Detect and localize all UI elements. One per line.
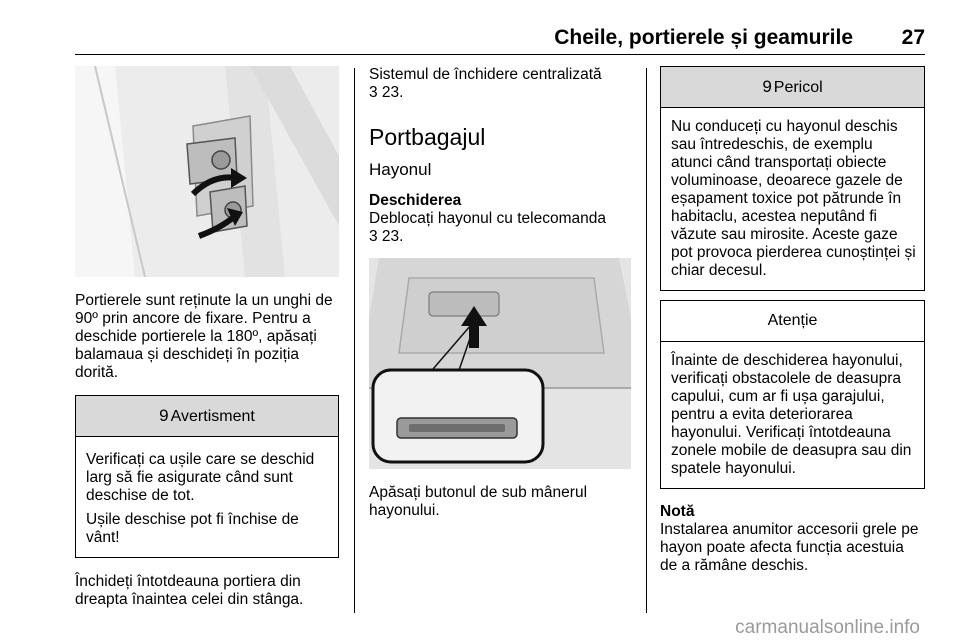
- page-header: [75, 26, 925, 52]
- subsection-heading: Hayonul: [369, 160, 432, 179]
- warning-text-1: Verificați ca ușile care se deschid larg să fie asigurate când sunt deschise de tot.: [86, 451, 315, 504]
- warning-box-body: [76, 437, 338, 557]
- door-hinge-illustration: [75, 66, 339, 277]
- warning-box-header: [76, 396, 338, 437]
- central-locking-ref: 3 23.: [369, 84, 404, 101]
- caution-box: [660, 300, 925, 489]
- tailgate-button-illustration: [369, 258, 631, 469]
- column-divider-1: [354, 68, 355, 613]
- danger-box: [660, 66, 925, 291]
- caution-text: Înainte de deschiderea hayonului, verificați obstacolele de deasupra capului, cum ar fi ușa garajului, pentru a evita deteriorarea hayonului. Verificați întotdeauna zonele mobile de deasupra sau din spatele hayonului.: [671, 352, 912, 477]
- warning-triangle-icon: 9: [159, 406, 169, 425]
- danger-box-header: [661, 67, 924, 108]
- danger-text: Nu conduceți cu hayonul deschis sau întredeschis, de exemplu atunci când transportați obiecte voluminoase, deoarece gazele de eșapament toxice pot pătrunde în habitaclu, acestea neputând fi văzute sau mirosite. Aceste gaze pot provoca pierderea cunoștinței și chiar decesul.: [671, 118, 916, 279]
- closing-order-paragraph: Închideți întotdeauna portiera din dreapta înaintea celei din stânga.: [75, 573, 304, 608]
- danger-box-body: [661, 108, 924, 290]
- column-3: [660, 66, 925, 575]
- opening-text: Deblocați hayonul cu telecomanda: [369, 210, 606, 227]
- caution-box-body: [661, 342, 924, 488]
- caution-box-title: Atenție: [767, 312, 818, 329]
- opening-heading: Deschiderea: [369, 192, 462, 209]
- note-text: Instalarea anumitor accesorii grele pe hayon poate afecta funcția acestuia de a rămâne deschis.: [660, 521, 919, 574]
- warning-text-2: Ușile deschise pot fi închise de vânt!: [86, 511, 299, 546]
- button-instruction: Apăsați butonul de sub mânerul hayonului.: [369, 484, 588, 519]
- column-2: [369, 66, 631, 520]
- note-title: Notă: [660, 503, 695, 520]
- danger-box-title: Pericol: [773, 79, 823, 96]
- opening-ref: 3 23.: [369, 228, 404, 245]
- watermark: carmanualsonline.info: [735, 617, 920, 638]
- caution-box-header: [661, 301, 924, 342]
- warning-triangle-icon: 9: [762, 77, 772, 96]
- warning-box: [75, 395, 339, 558]
- page-number: 27: [901, 26, 925, 49]
- section-heading: Portbagajul: [369, 124, 486, 150]
- page-title: Cheile, portierele și geamurile: [554, 26, 853, 49]
- warning-box-title: Avertisment: [170, 408, 255, 425]
- column-divider-2: [646, 68, 647, 613]
- central-locking-text: Sistemul de închidere centralizată: [369, 66, 602, 83]
- column-1: [75, 66, 339, 609]
- header-rule: [75, 54, 925, 55]
- hinge-paragraph: Portierele sunt reținute la un unghi de 90º prin ancore de fixare. Pentru a deschide portierele la 180º, apăsați balamaua și deschideți în poziția dorită.: [75, 292, 333, 381]
